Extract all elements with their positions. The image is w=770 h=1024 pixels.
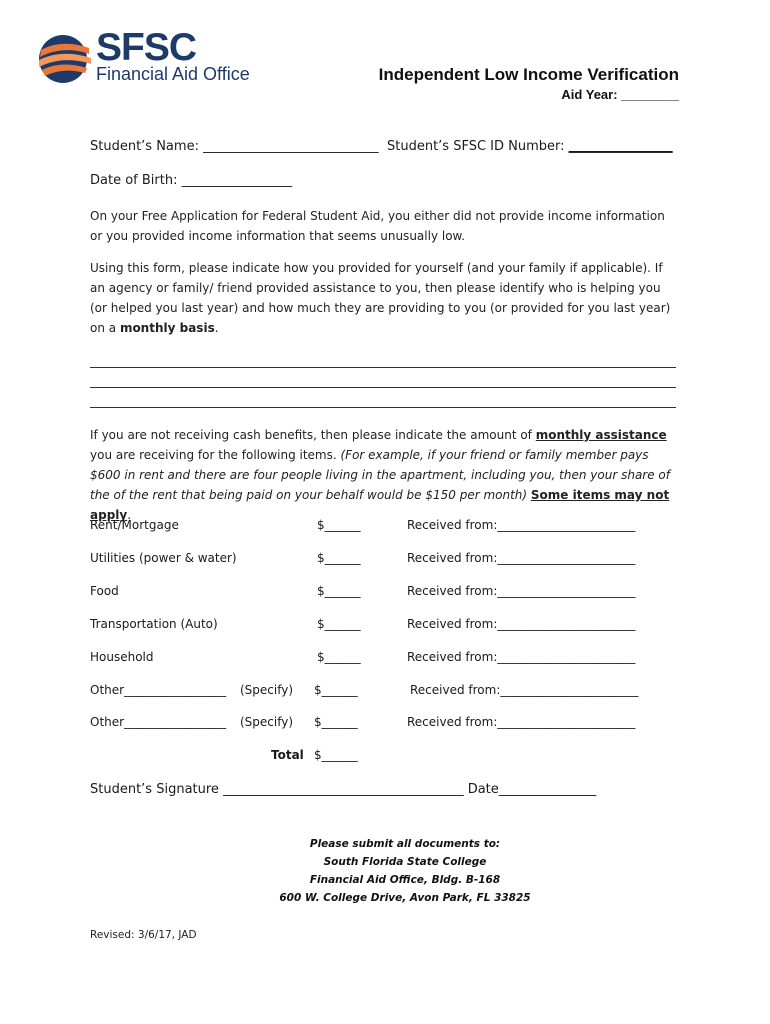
instructions-paragraph bbox=[90, 258, 680, 338]
signature-label: Student’s Signature bbox=[90, 782, 224, 797]
item-received-field[interactable]: Received from:_______________________ bbox=[407, 715, 636, 729]
submit-instruction: Please submit all documents to: bbox=[309, 838, 501, 850]
assistance-example: (For example, if your friend or family member pays $600 in rent and there are four people living in the apartment, including you, then your share of the of the rent that being paid on your behalf would be $150 per month) bbox=[90, 448, 670, 502]
item-amount-field[interactable]: $______ bbox=[314, 683, 358, 697]
signature-line bbox=[90, 782, 596, 797]
submission-address bbox=[200, 835, 610, 907]
logo-subtitle: Financial Aid Office bbox=[96, 64, 250, 84]
write-in-line-3[interactable] bbox=[90, 407, 676, 408]
sfsc-logo-mark-icon bbox=[37, 28, 93, 90]
write-in-line-2[interactable] bbox=[90, 387, 676, 388]
date-of-birth-field[interactable]: Date of Birth: _________________ bbox=[90, 173, 293, 188]
item-received-field[interactable]: Received from:_______________________ bbox=[407, 584, 636, 598]
item-row-other bbox=[90, 715, 680, 735]
item-amount-field[interactable]: $______ bbox=[317, 518, 361, 532]
item-row bbox=[90, 551, 680, 571]
item-label: Utilities (power & water) bbox=[90, 551, 237, 565]
item-label: Food bbox=[90, 584, 119, 598]
item-row bbox=[90, 584, 680, 604]
item-row-other bbox=[90, 683, 680, 703]
items-may-not-apply: Some items may not apply bbox=[90, 488, 670, 522]
monthly-assistance-bold: monthly assistance bbox=[535, 428, 667, 442]
intro-paragraph: On your Free Application for Federal Student Aid, you either did not provide income information or you provided income information that seems unusually low. bbox=[90, 209, 665, 243]
item-row bbox=[90, 617, 680, 637]
item-label: Transportation (Auto) bbox=[90, 617, 218, 631]
item-received-field[interactable]: Received from:_______________________ bbox=[407, 551, 636, 565]
assistance-paragraph bbox=[90, 425, 680, 525]
street-address: 600 W. College Drive, Avon Park, FL 33825 bbox=[279, 892, 531, 904]
item-amount-field[interactable]: $______ bbox=[317, 551, 361, 565]
item-received-field[interactable]: Received from:_______________________ bbox=[410, 683, 639, 697]
item-received-field[interactable]: Received from:_______________________ bbox=[407, 617, 636, 631]
instructions-text: Using this form, please indicate how you provided for yourself (and your family if applicable). If an agency or family/ friend provided assistance to you, then please identify who is helping you (or helped you last year) and how much they are providing to you (or provided for you last year) on a bbox=[90, 261, 671, 335]
signature-field[interactable]: _____________________________________ bbox=[223, 782, 464, 797]
instructions-bold: monthly basis bbox=[119, 321, 215, 335]
total-amount-field[interactable]: $______ bbox=[314, 748, 358, 762]
instructions-end: . bbox=[214, 321, 219, 335]
assistance-end: . bbox=[127, 508, 132, 522]
item-received-field[interactable]: Received from:_______________________ bbox=[407, 518, 636, 532]
item-amount-field[interactable]: $______ bbox=[317, 650, 361, 664]
student-id-field[interactable] bbox=[387, 139, 673, 154]
item-label: Household bbox=[90, 650, 154, 664]
page-title: Independent Low Income Verification bbox=[378, 65, 679, 84]
student-name-field[interactable]: Student’s Name: ___________________________ bbox=[90, 139, 379, 154]
item-row bbox=[90, 518, 680, 538]
office-location: Financial Aid Office, Bldg. B-168 bbox=[309, 874, 501, 886]
write-in-line-1[interactable] bbox=[90, 367, 676, 368]
total-label: Total bbox=[271, 748, 304, 762]
assistance-text-b: you are receiving for the following items. bbox=[90, 448, 341, 462]
item-row bbox=[90, 650, 680, 670]
aid-year-field[interactable]: Aid Year: ________ bbox=[561, 87, 679, 102]
item-amount-field[interactable]: $______ bbox=[317, 584, 361, 598]
item-amount-field[interactable]: $______ bbox=[317, 617, 361, 631]
student-id-blank[interactable]: ________________ bbox=[568, 139, 673, 154]
college-name: South Florida State College bbox=[323, 856, 487, 868]
item-label: Rent/Mortgage bbox=[90, 518, 179, 532]
item-received-field[interactable]: Received from:_______________________ bbox=[407, 650, 636, 664]
item-specify-label: (Specify) bbox=[240, 715, 294, 729]
signature-date-field[interactable]: Date_______________ bbox=[463, 782, 597, 797]
revision-note: Revised: 3/6/17, JAD bbox=[90, 929, 197, 941]
total-row bbox=[90, 748, 680, 768]
sfsc-logo bbox=[37, 28, 257, 90]
item-specify-label: (Specify) bbox=[240, 683, 294, 697]
logo-abbreviation: SFSC bbox=[96, 26, 197, 69]
student-id-label: Student’s SFSC ID Number: bbox=[387, 139, 569, 154]
item-amount-field[interactable]: $______ bbox=[314, 715, 358, 729]
item-label-other-field[interactable]: Other_________________ bbox=[90, 715, 227, 729]
item-label-other-field[interactable]: Other_________________ bbox=[90, 683, 227, 697]
assistance-text-a: If you are not receiving cash benefits, then please indicate the amount of bbox=[90, 428, 536, 442]
